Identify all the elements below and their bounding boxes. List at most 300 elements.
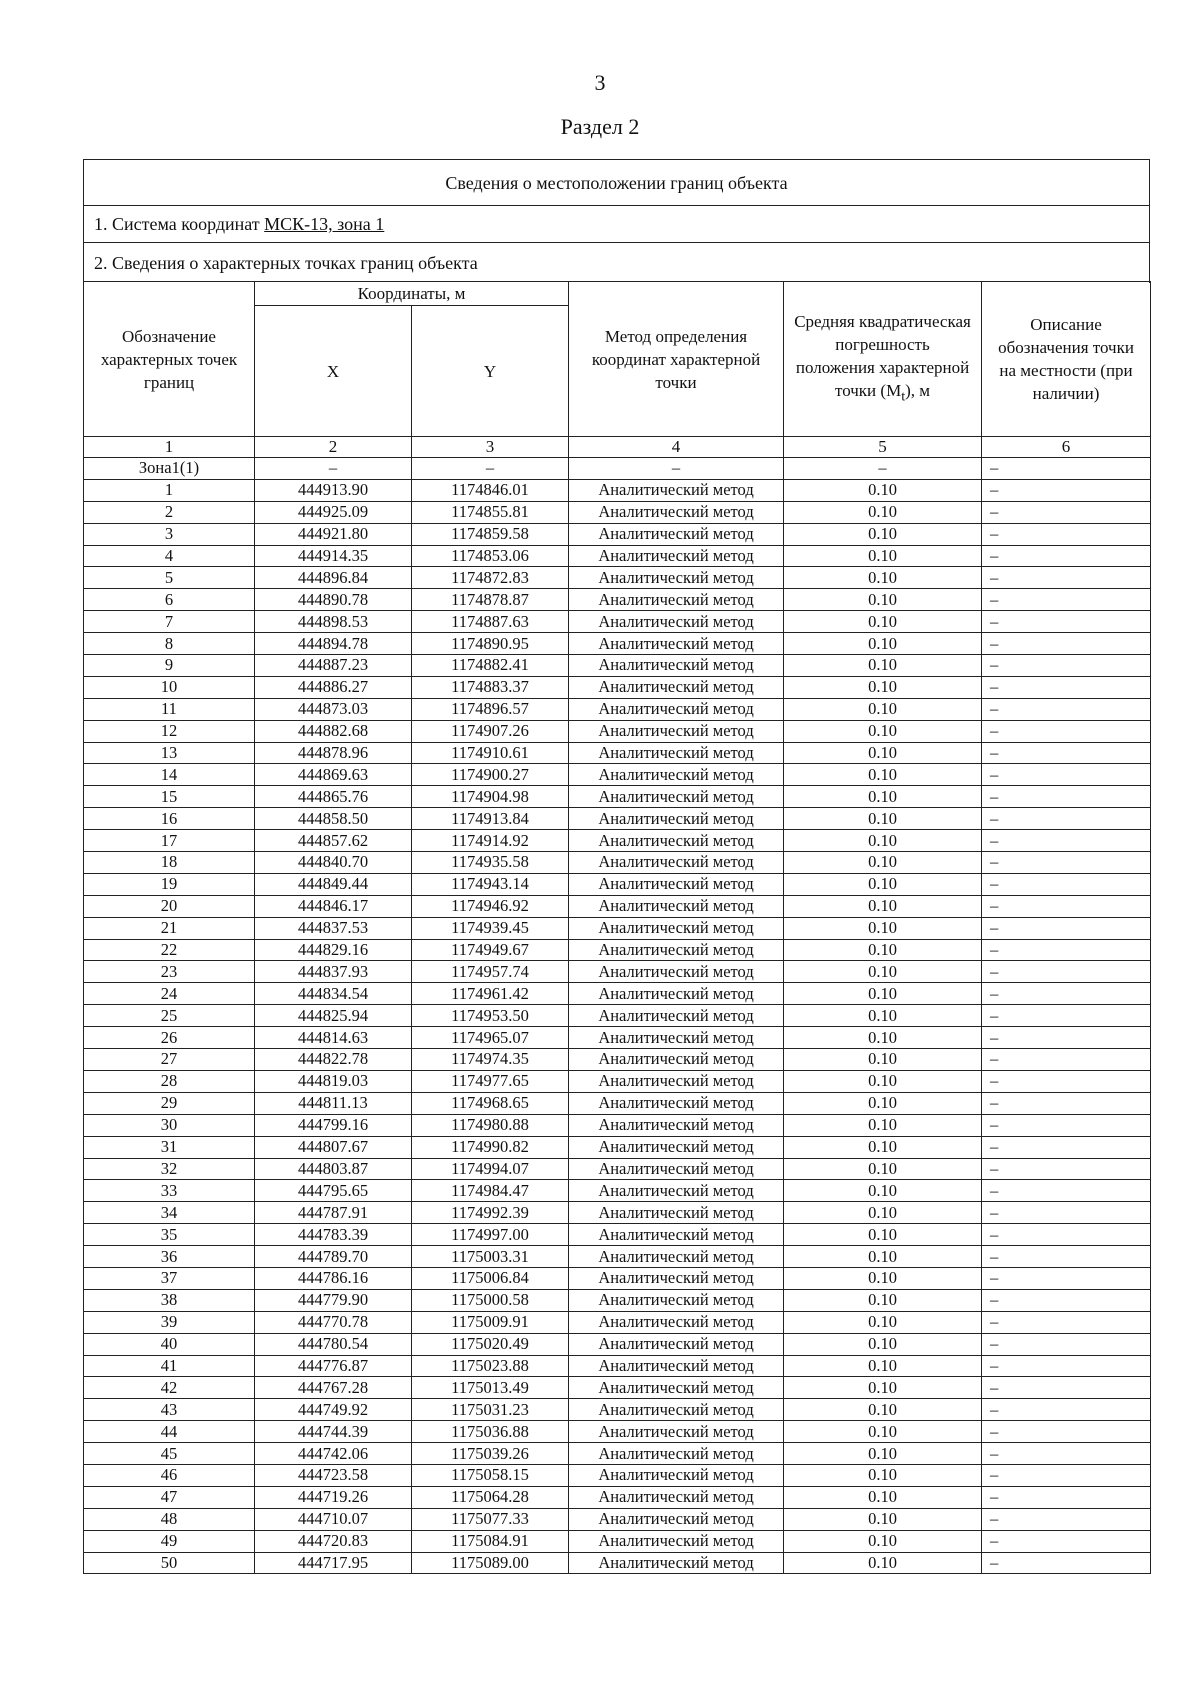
description-cell: – bbox=[982, 917, 1151, 939]
coord-system-prefix: 1. Система координат bbox=[94, 214, 265, 234]
x-coord-cell: 444865.76 bbox=[255, 786, 412, 808]
table-row bbox=[84, 1421, 1151, 1443]
x-coord-cell: 444723.58 bbox=[255, 1464, 412, 1486]
y-coord-cell: 1174965.07 bbox=[412, 1027, 569, 1049]
x-coord-cell: 444799.16 bbox=[255, 1114, 412, 1136]
error-cell: 0.10 bbox=[784, 545, 982, 567]
method-cell: Аналитический метод bbox=[569, 917, 784, 939]
description-cell: – bbox=[982, 939, 1151, 961]
y-coord-cell: 1174935.58 bbox=[412, 852, 569, 874]
error-cell: 0.10 bbox=[784, 1464, 982, 1486]
y-coord-cell: 1174853.06 bbox=[412, 545, 569, 567]
y-coord-cell: 1174846.01 bbox=[412, 479, 569, 501]
y-coord-cell: 1174957.74 bbox=[412, 961, 569, 983]
y-coord-cell: 1174961.42 bbox=[412, 983, 569, 1005]
table-row bbox=[84, 545, 1151, 567]
error-cell: 0.10 bbox=[784, 1224, 982, 1246]
table-row bbox=[84, 1158, 1151, 1180]
point-id-cell: 16 bbox=[84, 808, 255, 830]
method-cell: Аналитический метод bbox=[569, 1246, 784, 1268]
y-coord-cell: 1175003.31 bbox=[412, 1246, 569, 1268]
x-coord-cell: 444749.92 bbox=[255, 1399, 412, 1421]
y-coord-cell: 1175013.49 bbox=[412, 1377, 569, 1399]
column-number: 6 bbox=[982, 437, 1151, 458]
error-cell: 0.10 bbox=[784, 698, 982, 720]
method-cell: Аналитический метод bbox=[569, 1267, 784, 1289]
point-id-cell: 28 bbox=[84, 1070, 255, 1092]
x-coord-cell: 444898.53 bbox=[255, 611, 412, 633]
table-row bbox=[84, 1136, 1151, 1158]
table-row bbox=[84, 917, 1151, 939]
y-coord-cell: 1174974.35 bbox=[412, 1049, 569, 1071]
description-cell: – bbox=[982, 545, 1151, 567]
description-cell: – bbox=[982, 1464, 1151, 1486]
col-coords-header: Координаты, м bbox=[255, 282, 569, 306]
y-coord-cell: 1175006.84 bbox=[412, 1267, 569, 1289]
error-cell: 0.10 bbox=[784, 786, 982, 808]
description-cell: – bbox=[982, 1355, 1151, 1377]
method-cell: Аналитический метод bbox=[569, 1005, 784, 1027]
error-cell: 0.10 bbox=[784, 808, 982, 830]
x-coord-cell: 444776.87 bbox=[255, 1355, 412, 1377]
point-id-cell: 13 bbox=[84, 742, 255, 764]
method-cell: Аналитический метод bbox=[569, 1443, 784, 1465]
point-id-cell: 34 bbox=[84, 1202, 255, 1224]
y-coord-cell: 1175000.58 bbox=[412, 1289, 569, 1311]
method-cell: Аналитический метод bbox=[569, 873, 784, 895]
description-cell: – bbox=[982, 589, 1151, 611]
error-cell: 0.10 bbox=[784, 589, 982, 611]
method-cell: Аналитический метод bbox=[569, 1377, 784, 1399]
description-cell: – bbox=[982, 1486, 1151, 1508]
description-cell: – bbox=[982, 1005, 1151, 1027]
col-x-header: X bbox=[255, 306, 412, 437]
point-id-cell: 5 bbox=[84, 567, 255, 589]
table-row bbox=[84, 720, 1151, 742]
table-row bbox=[84, 764, 1151, 786]
table-row bbox=[84, 1114, 1151, 1136]
description-cell: – bbox=[982, 1530, 1151, 1552]
table-row bbox=[84, 1070, 1151, 1092]
y-coord-cell: 1174939.45 bbox=[412, 917, 569, 939]
method-cell: Аналитический метод bbox=[569, 1486, 784, 1508]
point-id-cell: 22 bbox=[84, 939, 255, 961]
x-coord-cell: 444822.78 bbox=[255, 1049, 412, 1071]
y-coord-cell: 1174946.92 bbox=[412, 895, 569, 917]
y-coord-cell: 1174949.67 bbox=[412, 939, 569, 961]
method-cell: Аналитический метод bbox=[569, 1399, 784, 1421]
table-row bbox=[84, 698, 1151, 720]
point-id-cell: 37 bbox=[84, 1267, 255, 1289]
x-coord-cell: 444787.91 bbox=[255, 1202, 412, 1224]
method-cell: Аналитический метод bbox=[569, 1421, 784, 1443]
x-coord-cell: 444744.39 bbox=[255, 1421, 412, 1443]
table-row bbox=[84, 567, 1151, 589]
point-id-cell: 24 bbox=[84, 983, 255, 1005]
table-row bbox=[84, 479, 1151, 501]
point-id-cell: 45 bbox=[84, 1443, 255, 1465]
x-coord-cell: 444873.03 bbox=[255, 698, 412, 720]
y-coord-cell: 1175084.91 bbox=[412, 1530, 569, 1552]
point-id-cell: 10 bbox=[84, 676, 255, 698]
y-coord-cell: 1174913.84 bbox=[412, 808, 569, 830]
point-id-cell: 26 bbox=[84, 1027, 255, 1049]
table-row bbox=[84, 1486, 1151, 1508]
method-cell: Аналитический метод bbox=[569, 1158, 784, 1180]
table-row bbox=[84, 830, 1151, 852]
error-cell: 0.10 bbox=[784, 1289, 982, 1311]
x-coord-cell: 444811.13 bbox=[255, 1092, 412, 1114]
points-heading: 2. Сведения о характерных точках границ объекта bbox=[94, 253, 478, 273]
method-cell: Аналитический метод bbox=[569, 1180, 784, 1202]
description-cell: – bbox=[982, 1027, 1151, 1049]
method-cell: Аналитический метод bbox=[569, 983, 784, 1005]
point-id-cell: 1 bbox=[84, 479, 255, 501]
method-cell: Аналитический метод bbox=[569, 1049, 784, 1071]
point-id-cell: 2 bbox=[84, 501, 255, 523]
y-coord-cell: 1174980.88 bbox=[412, 1114, 569, 1136]
x-coord-cell: 444786.16 bbox=[255, 1267, 412, 1289]
col-y-header: Y bbox=[412, 306, 569, 437]
description-cell: – bbox=[982, 1311, 1151, 1333]
y-coord-cell: 1174953.50 bbox=[412, 1005, 569, 1027]
description-cell: – bbox=[982, 1399, 1151, 1421]
x-coord-cell: 444825.94 bbox=[255, 1005, 412, 1027]
method-cell: Аналитический метод bbox=[569, 742, 784, 764]
method-cell: Аналитический метод bbox=[569, 1289, 784, 1311]
table-row bbox=[84, 939, 1151, 961]
y-coord-cell: 1174887.63 bbox=[412, 611, 569, 633]
method-cell: Аналитический метод bbox=[569, 939, 784, 961]
point-id-cell: 19 bbox=[84, 873, 255, 895]
description-cell: – bbox=[982, 1267, 1151, 1289]
error-cell: 0.10 bbox=[784, 1333, 982, 1355]
error-cell: 0.10 bbox=[784, 1246, 982, 1268]
y-coord-cell: 1174878.87 bbox=[412, 589, 569, 611]
description-cell: – bbox=[982, 742, 1151, 764]
error-cell: 0.10 bbox=[784, 1311, 982, 1333]
error-cell: 0.10 bbox=[784, 523, 982, 545]
x-coord-cell: 444849.44 bbox=[255, 873, 412, 895]
table-row bbox=[84, 1311, 1151, 1333]
y-coord-cell: 1174872.83 bbox=[412, 567, 569, 589]
table-row bbox=[84, 1289, 1151, 1311]
method-cell: Аналитический метод bbox=[569, 830, 784, 852]
error-cell: 0.10 bbox=[784, 1421, 982, 1443]
y-coord-cell: 1174994.07 bbox=[412, 1158, 569, 1180]
zone-cell: – bbox=[569, 458, 784, 480]
table-row bbox=[84, 611, 1151, 633]
error-cell: 0.10 bbox=[784, 1027, 982, 1049]
y-coord-cell: 1174859.58 bbox=[412, 523, 569, 545]
point-id-cell: 31 bbox=[84, 1136, 255, 1158]
column-number: 5 bbox=[784, 437, 982, 458]
table-row bbox=[84, 1224, 1151, 1246]
description-cell: – bbox=[982, 830, 1151, 852]
x-coord-cell: 444803.87 bbox=[255, 1158, 412, 1180]
method-cell: Аналитический метод bbox=[569, 1311, 784, 1333]
column-numbers-row bbox=[84, 437, 1151, 458]
method-cell: Аналитический метод bbox=[569, 852, 784, 874]
error-cell: 0.10 bbox=[784, 983, 982, 1005]
y-coord-cell: 1175020.49 bbox=[412, 1333, 569, 1355]
x-coord-cell: 444914.35 bbox=[255, 545, 412, 567]
method-cell: Аналитический метод bbox=[569, 501, 784, 523]
x-coord-cell: 444894.78 bbox=[255, 633, 412, 655]
table-row bbox=[84, 1508, 1151, 1530]
table-row bbox=[84, 633, 1151, 655]
table-row bbox=[84, 1027, 1151, 1049]
x-coord-cell: 444869.63 bbox=[255, 764, 412, 786]
method-cell: Аналитический метод bbox=[569, 676, 784, 698]
x-coord-cell: 444795.65 bbox=[255, 1180, 412, 1202]
y-coord-cell: 1175089.00 bbox=[412, 1552, 569, 1574]
point-id-cell: 32 bbox=[84, 1158, 255, 1180]
y-coord-cell: 1174977.65 bbox=[412, 1070, 569, 1092]
error-cell: 0.10 bbox=[784, 852, 982, 874]
error-cell: 0.10 bbox=[784, 961, 982, 983]
x-coord-cell: 444913.90 bbox=[255, 479, 412, 501]
point-id-cell: 47 bbox=[84, 1486, 255, 1508]
column-number: 3 bbox=[412, 437, 569, 458]
description-cell: – bbox=[982, 1092, 1151, 1114]
error-cell: 0.10 bbox=[784, 1005, 982, 1027]
col-error-header bbox=[784, 282, 982, 437]
error-cell: 0.10 bbox=[784, 567, 982, 589]
error-cell: 0.10 bbox=[784, 1552, 982, 1574]
table-row bbox=[84, 1355, 1151, 1377]
method-cell: Аналитический метод bbox=[569, 895, 784, 917]
description-cell: – bbox=[982, 523, 1151, 545]
y-coord-cell: 1175039.26 bbox=[412, 1443, 569, 1465]
point-id-cell: 8 bbox=[84, 633, 255, 655]
point-id-cell: 33 bbox=[84, 1180, 255, 1202]
method-cell: Аналитический метод bbox=[569, 1136, 784, 1158]
method-cell: Аналитический метод bbox=[569, 961, 784, 983]
error-cell: 0.10 bbox=[784, 1202, 982, 1224]
method-cell: Аналитический метод bbox=[569, 786, 784, 808]
description-cell: – bbox=[982, 808, 1151, 830]
point-id-cell: 12 bbox=[84, 720, 255, 742]
table-row bbox=[84, 895, 1151, 917]
x-coord-cell: 444780.54 bbox=[255, 1333, 412, 1355]
point-id-cell: 43 bbox=[84, 1399, 255, 1421]
point-id-cell: 35 bbox=[84, 1224, 255, 1246]
method-cell: Аналитический метод bbox=[569, 764, 784, 786]
y-coord-cell: 1174992.39 bbox=[412, 1202, 569, 1224]
method-cell: Аналитический метод bbox=[569, 1092, 784, 1114]
error-cell: 0.10 bbox=[784, 764, 982, 786]
method-cell: Аналитический метод bbox=[569, 1464, 784, 1486]
x-coord-cell: 444878.96 bbox=[255, 742, 412, 764]
error-cell: 0.10 bbox=[784, 611, 982, 633]
table-row bbox=[84, 523, 1151, 545]
description-cell: – bbox=[982, 852, 1151, 874]
point-id-cell: 46 bbox=[84, 1464, 255, 1486]
y-coord-cell: 1174855.81 bbox=[412, 501, 569, 523]
point-id-cell: 36 bbox=[84, 1246, 255, 1268]
error-cell: 0.10 bbox=[784, 633, 982, 655]
point-id-cell: 44 bbox=[84, 1421, 255, 1443]
description-cell: – bbox=[982, 764, 1151, 786]
description-cell: – bbox=[982, 1224, 1151, 1246]
method-cell: Аналитический метод bbox=[569, 611, 784, 633]
method-cell: Аналитический метод bbox=[569, 1202, 784, 1224]
x-coord-cell: 444717.95 bbox=[255, 1552, 412, 1574]
description-cell: – bbox=[982, 567, 1151, 589]
x-coord-cell: 444770.78 bbox=[255, 1311, 412, 1333]
x-coord-cell: 444742.06 bbox=[255, 1443, 412, 1465]
description-cell: – bbox=[982, 655, 1151, 677]
zone-cell: – bbox=[784, 458, 982, 480]
point-id-cell: 27 bbox=[84, 1049, 255, 1071]
point-id-cell: 14 bbox=[84, 764, 255, 786]
method-cell: Аналитический метод bbox=[569, 698, 784, 720]
y-coord-cell: 1174914.92 bbox=[412, 830, 569, 852]
description-cell: – bbox=[982, 611, 1151, 633]
description-cell: – bbox=[982, 1070, 1151, 1092]
description-cell: – bbox=[982, 1202, 1151, 1224]
y-coord-cell: 1175064.28 bbox=[412, 1486, 569, 1508]
error-cell: 0.10 bbox=[784, 1508, 982, 1530]
error-cell: 0.10 bbox=[784, 830, 982, 852]
y-coord-cell: 1175031.23 bbox=[412, 1399, 569, 1421]
table-row bbox=[84, 1092, 1151, 1114]
x-coord-cell: 444834.54 bbox=[255, 983, 412, 1005]
description-cell: – bbox=[982, 895, 1151, 917]
table-row bbox=[84, 873, 1151, 895]
table-row bbox=[84, 1530, 1151, 1552]
zone-cell: – bbox=[982, 458, 1151, 480]
method-cell: Аналитический метод bbox=[569, 808, 784, 830]
points-table-body bbox=[84, 458, 1151, 1574]
method-cell: Аналитический метод bbox=[569, 720, 784, 742]
description-cell: – bbox=[982, 1180, 1151, 1202]
description-cell: – bbox=[982, 1508, 1151, 1530]
point-id-cell: 4 bbox=[84, 545, 255, 567]
error-cell: 0.10 bbox=[784, 1267, 982, 1289]
description-cell: – bbox=[982, 676, 1151, 698]
error-cell: 0.10 bbox=[784, 1443, 982, 1465]
error-cell: 0.10 bbox=[784, 1399, 982, 1421]
method-cell: Аналитический метод bbox=[569, 1114, 784, 1136]
description-cell: – bbox=[982, 479, 1151, 501]
y-coord-cell: 1175036.88 bbox=[412, 1421, 569, 1443]
description-cell: – bbox=[982, 1114, 1151, 1136]
y-coord-cell: 1175058.15 bbox=[412, 1464, 569, 1486]
x-coord-cell: 444829.16 bbox=[255, 939, 412, 961]
x-coord-cell: 444858.50 bbox=[255, 808, 412, 830]
method-cell: Аналитический метод bbox=[569, 1355, 784, 1377]
method-cell: Аналитический метод bbox=[569, 1224, 784, 1246]
y-coord-cell: 1174896.57 bbox=[412, 698, 569, 720]
x-coord-cell: 444720.83 bbox=[255, 1530, 412, 1552]
x-coord-cell: 444925.09 bbox=[255, 501, 412, 523]
table-row bbox=[84, 1443, 1151, 1465]
y-coord-cell: 1174883.37 bbox=[412, 676, 569, 698]
method-cell: Аналитический метод bbox=[569, 1027, 784, 1049]
table-row bbox=[84, 589, 1151, 611]
method-cell: Аналитический метод bbox=[569, 633, 784, 655]
error-cell: 0.10 bbox=[784, 655, 982, 677]
point-id-cell: 50 bbox=[84, 1552, 255, 1574]
point-id-cell: 30 bbox=[84, 1114, 255, 1136]
table-row bbox=[84, 655, 1151, 677]
x-coord-cell: 444719.26 bbox=[255, 1486, 412, 1508]
point-id-cell: 21 bbox=[84, 917, 255, 939]
error-cell: 0.10 bbox=[784, 1158, 982, 1180]
point-id-cell: 41 bbox=[84, 1355, 255, 1377]
x-coord-cell: 444921.80 bbox=[255, 523, 412, 545]
table-row bbox=[84, 1049, 1151, 1071]
x-coord-cell: 444807.67 bbox=[255, 1136, 412, 1158]
section-title: Раздел 2 bbox=[560, 114, 640, 139]
description-cell: – bbox=[982, 1049, 1151, 1071]
x-coord-cell: 444789.70 bbox=[255, 1246, 412, 1268]
y-coord-cell: 1174904.98 bbox=[412, 786, 569, 808]
coord-system-value: МСК-13, зона 1 bbox=[264, 214, 385, 234]
description-cell: – bbox=[982, 1136, 1151, 1158]
description-cell: – bbox=[982, 983, 1151, 1005]
description-cell: – bbox=[982, 961, 1151, 983]
description-cell: – bbox=[982, 1377, 1151, 1399]
x-coord-cell: 444779.90 bbox=[255, 1289, 412, 1311]
point-id-cell: 6 bbox=[84, 589, 255, 611]
y-coord-cell: 1175023.88 bbox=[412, 1355, 569, 1377]
method-cell: Аналитический метод bbox=[569, 1530, 784, 1552]
point-id-cell: 29 bbox=[84, 1092, 255, 1114]
table-row bbox=[84, 1552, 1151, 1574]
x-coord-cell: 444710.07 bbox=[255, 1508, 412, 1530]
description-cell: – bbox=[982, 1246, 1151, 1268]
y-coord-cell: 1175077.33 bbox=[412, 1508, 569, 1530]
method-cell: Аналитический метод bbox=[569, 545, 784, 567]
error-cell: 0.10 bbox=[784, 1136, 982, 1158]
point-id-cell: 42 bbox=[84, 1377, 255, 1399]
error-cell: 0.10 bbox=[784, 939, 982, 961]
x-coord-cell: 444837.53 bbox=[255, 917, 412, 939]
point-id-cell: 49 bbox=[84, 1530, 255, 1552]
y-coord-cell: 1174882.41 bbox=[412, 655, 569, 677]
method-cell: Аналитический метод bbox=[569, 567, 784, 589]
page-number: 3 bbox=[594, 70, 606, 95]
x-coord-cell: 444882.68 bbox=[255, 720, 412, 742]
point-id-cell: 39 bbox=[84, 1311, 255, 1333]
point-id-cell: 23 bbox=[84, 961, 255, 983]
description-cell: – bbox=[982, 1443, 1151, 1465]
error-cell: 0.10 bbox=[784, 895, 982, 917]
zone-cell: Зона1(1) bbox=[84, 458, 255, 480]
point-id-cell: 25 bbox=[84, 1005, 255, 1027]
table-row bbox=[84, 1180, 1151, 1202]
point-id-cell: 17 bbox=[84, 830, 255, 852]
error-cell: 0.10 bbox=[784, 1049, 982, 1071]
y-coord-cell: 1174990.82 bbox=[412, 1136, 569, 1158]
error-cell: 0.10 bbox=[784, 479, 982, 501]
table-row bbox=[84, 1377, 1151, 1399]
y-coord-cell: 1174910.61 bbox=[412, 742, 569, 764]
y-coord-cell: 1174968.65 bbox=[412, 1092, 569, 1114]
description-cell: – bbox=[982, 1158, 1151, 1180]
col-point-header: Обозначение характерных точек границ bbox=[84, 282, 255, 437]
point-id-cell: 48 bbox=[84, 1508, 255, 1530]
table-row bbox=[84, 1333, 1151, 1355]
method-cell: Аналитический метод bbox=[569, 655, 784, 677]
error-cell: 0.10 bbox=[784, 917, 982, 939]
error-cell: 0.10 bbox=[784, 501, 982, 523]
table-row bbox=[84, 742, 1151, 764]
table-row bbox=[84, 1464, 1151, 1486]
